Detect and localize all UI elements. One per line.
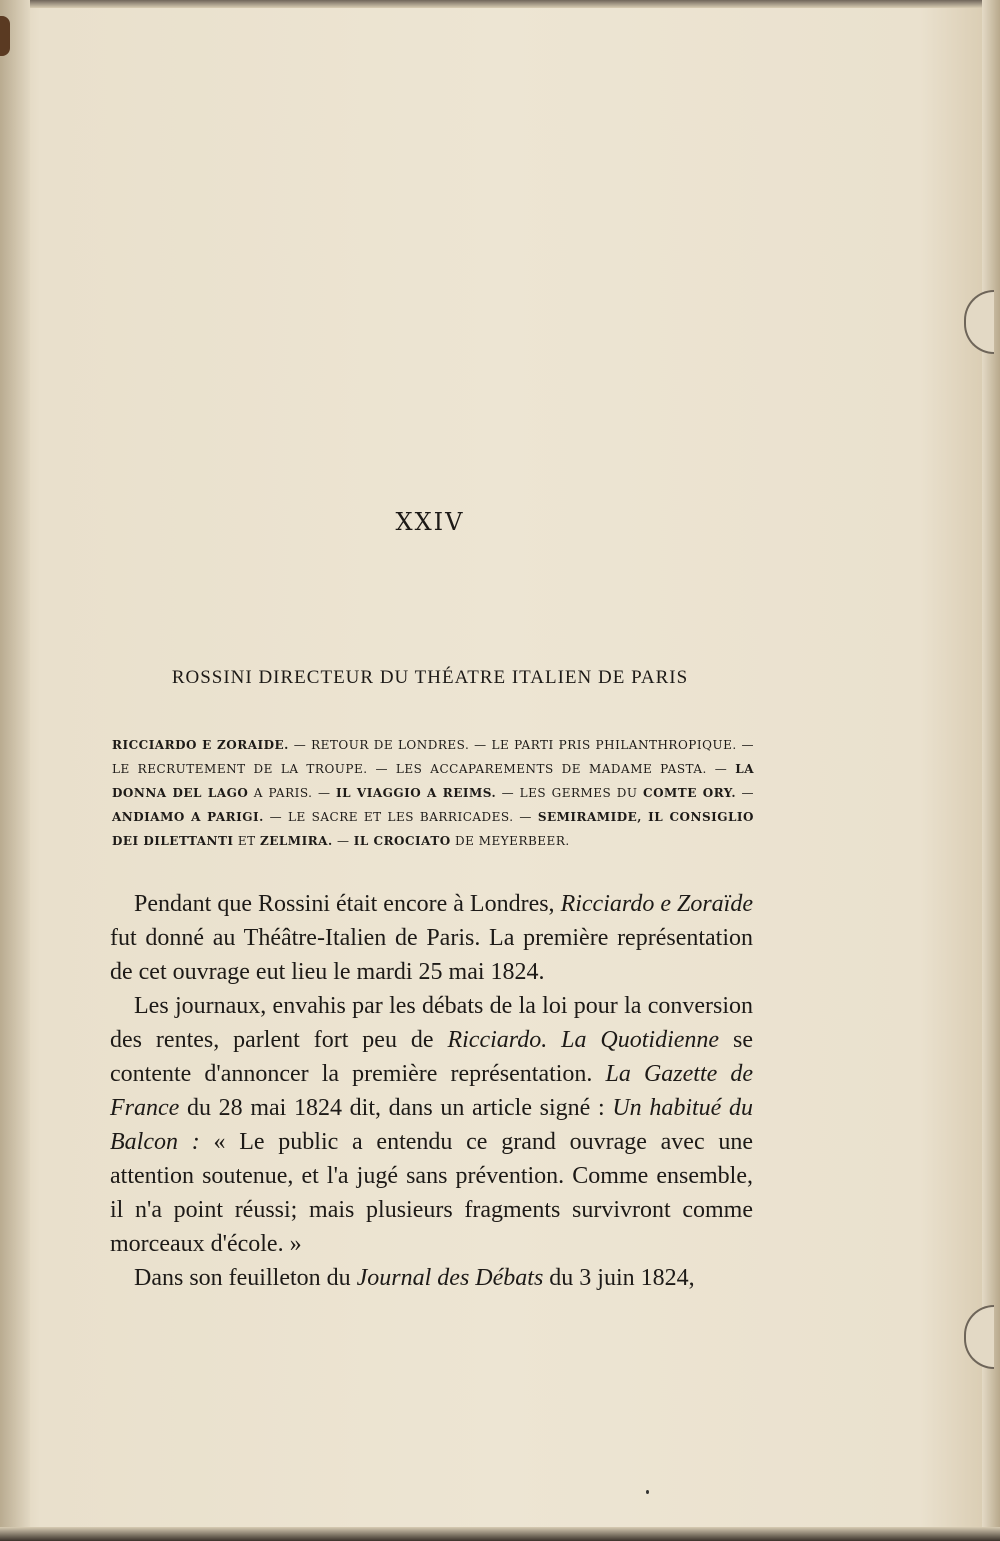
chapter-summary xyxy=(112,733,754,853)
page-tab-upper xyxy=(964,290,994,354)
summary-item: — xyxy=(736,786,755,800)
page-tab-lower xyxy=(964,1305,994,1369)
summary-item: SEMIRAMIDE, IL CONSIGLIO DEI DILETTANTI xyxy=(112,810,754,848)
body-text xyxy=(110,887,753,1295)
chapter-number: XXIV xyxy=(395,508,465,536)
chapter-title: ROSSINI DIRECTEUR DU THÉATRE ITALIEN DE PARIS xyxy=(171,667,689,688)
summary-item: — LE SACRE ET LES BARRICADES. — xyxy=(263,810,538,824)
summary-item: — xyxy=(332,834,354,848)
summary-item: ANDIAMO A PARIGI. xyxy=(112,810,264,824)
page-bottom-edge xyxy=(0,1527,1000,1541)
summary-item: A PARIS. — xyxy=(248,786,336,800)
summary-item: DE MEYERBEER. xyxy=(450,834,570,848)
paragraph-1: Pendant que Rossini était encore à Londres, Ricciardo e Zoraïde fut donné au Théâtre-Italien de Paris. La première représentation de cet ouvrage eut lieu le mardi 25 mai 1824. xyxy=(110,891,753,985)
summary-item: RICCIARDO E ZORAIDE. xyxy=(112,738,289,752)
ink-speck xyxy=(646,1490,649,1494)
paragraph-3: Dans son feuilleton du Journal des Débats du 3 juin 1824, xyxy=(134,1265,695,1291)
summary-item: COMTE ORY. xyxy=(643,786,736,800)
page-top-edge xyxy=(0,0,1000,8)
summary-item: — RETOUR DE LONDRES. — LE PARTI PRIS PHILANTHROPIQUE. — LE RECRUTEMENT DE LA TROUPE. — LES ACCAPAREMENTS DE MADAME PASTA. — xyxy=(112,738,754,776)
summary-item: ZELMIRA. xyxy=(259,834,333,848)
binding-mark xyxy=(0,16,10,56)
summary-item: ET xyxy=(233,834,260,848)
binding-gutter xyxy=(0,0,30,1541)
summary-item: IL VIAGGIO A REIMS. xyxy=(335,786,497,800)
summary-item: LA DONNA DEL LAGO xyxy=(112,762,754,800)
paragraph-2: Les journaux, envahis par les débats de la loi pour la conversion des rentes, parlent fort peu de Ricciardo. La Quotidienne se contente d'annoncer la première représentation. La Gazette de France du 28 mai 1824 dit, dans un article signé : Un habitué du Balcon : « Le public a entendu ce grand ouvrage avec une attention soutenue, et l'a jugé sans prévention. Comme ensemble, il n'a point réussi; mais plusieurs fragments survivront comme morceaux d'école. » xyxy=(110,993,754,1257)
summary-item: — LES GERMES DU xyxy=(496,786,644,800)
summary-item: IL CROCIATO xyxy=(353,834,451,848)
